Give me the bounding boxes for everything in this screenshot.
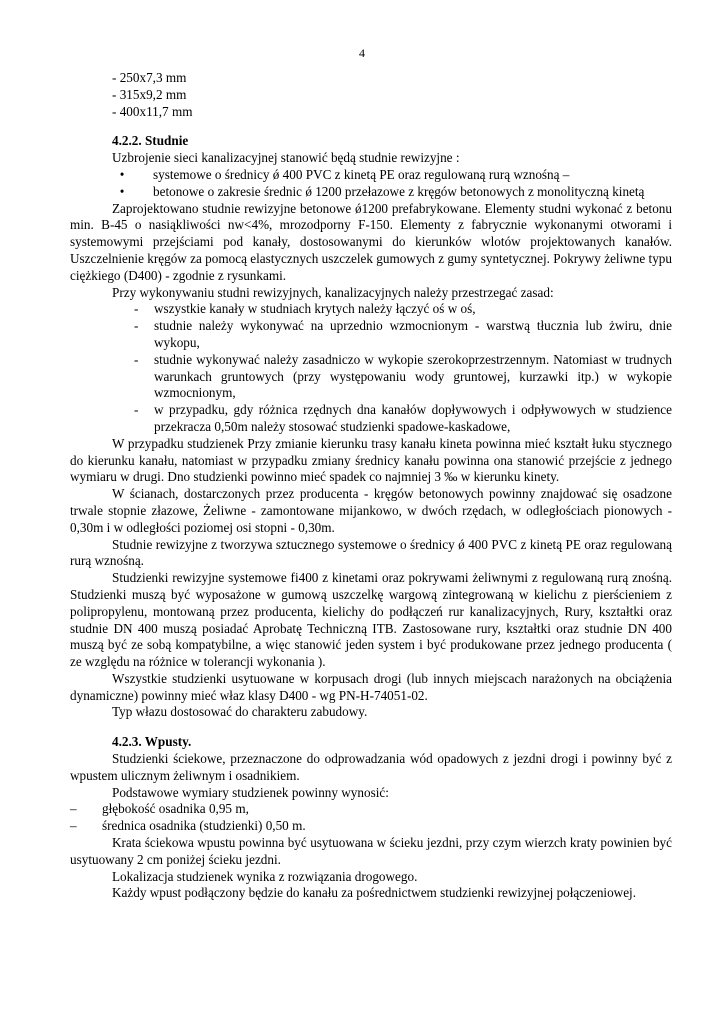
paragraph: W przypadku studzienek Przy zmianie kierunku trasy kanału kineta powinna mieć kształt łuku stycznego do kierunku kanału, natomiast w przypadku zmiany średnicy kanału powinna ona stanowić przejście z jednego wymiaru w drugi. Dno studzienki powinno mieć spadek co najmniej 3 ‰ w kierunku kinety.	[70, 435, 672, 485]
dash-marker: –	[70, 801, 77, 817]
list-item	[134, 402, 672, 436]
bullet-item	[112, 167, 672, 184]
paragraph: Każdy wpust podłączony będzie do kanału za pośrednictwem studzienki rewizyjnej połączeniowej.	[112, 885, 637, 901]
section-title-wpusty: 4.2.3. Wpusty.	[112, 734, 192, 750]
paragraph: Lokalizacja studzienek wynika z rozwiązania drogowego.	[112, 868, 418, 884]
paragraph: Zaprojektowano studnie rewizyjne betonowe ǿ1200 prefabrykowane. Elementy studni wykonać z betonu min. B-45 o nasiąkliwości nw<4%, mrozodporny F-150. Elementy z fabrycznie wykonanymi otworami i systemowymi przejściami pod kanały, dostosowanymi do kierunków wlotów projektowanych kanałów. Uszczelnienie kręgów za pomocą elastycznych uszczelek gumowych z gumy syntetycznej. Pokrywy żeliwne typu ciężkiego (D400) - zgodnie z rysunkami.	[70, 200, 672, 283]
page-number: 4	[359, 46, 365, 60]
paragraph: Przy wykonywaniu studni rewizyjnych, kanalizacyjnych należy przestrzegać zasad:	[112, 284, 554, 300]
bullet-text: betonowe o zakresie średnic ǿ 1200 przełazowe z kręgów betonowych z monolityczną kinetą	[153, 183, 645, 199]
bullet-icon: •	[119, 166, 125, 182]
list-item	[70, 818, 672, 835]
dash-marker: –	[70, 818, 77, 834]
dash-marker: -	[134, 351, 139, 367]
paragraph: Krata ściekowa wpustu powinna być usytuowana w ścieku jezdni, przy czym wierzch kraty powinien być usytuowany 2 cm poniżej ścieku jezdni.	[70, 835, 672, 867]
paragraph: Studnie rewizyjne z tworzywa sztucznego systemowe o średnicy ǿ 400 PVC z kinetą PE oraz regulowaną rurą wznośną.	[70, 536, 672, 569]
pipe-dimension-item: - 250x7,3 mm	[112, 70, 187, 85]
paragraph: Podstawowe wymiary studzienek powinny wynosić:	[112, 784, 389, 800]
pipe-dimension-list	[112, 70, 672, 120]
dash-marker: -	[134, 301, 139, 317]
list-item-text: w przypadku, gdy różnica rzędnych dna kanałów dopływowych i odpływowych w studzience przekracza 0,50m należy stosować studzienki spadowe-kaskadowe,	[154, 402, 672, 434]
dash-marker: -	[134, 402, 139, 418]
paragraph: Studzienki ściekowe, przeznaczone do odprowadzania wód opadowych z jezdni drogi i powinny być z wpustem ulicznym żeliwnym i osadnikiem.	[70, 751, 672, 783]
section-title-studnie: 4.2.2. Studnie	[112, 133, 189, 149]
rules-list	[112, 301, 672, 435]
list-item	[70, 801, 672, 818]
paragraph: Wszystkie studzienki usytuowane w korpusach drogi (lub innych miejscach narażonych na obciążenia dynamiczne) powinny mieć właz klasy D400 - wg PN-H-74051-02.	[70, 670, 672, 703]
paragraph: W ścianach, dostarczonych przez producenta - kręgów betonowych powinny znajdować się osadzone trwale stopnie złazowe, Żeliwne - zamontowane mijankowo, w dwóch rzędach, w odległościach pionowych - 0,30m i w odległości poziomej osi stopni - 0,30m.	[70, 486, 672, 535]
list-item-text: studnie wykonywać należy zasadniczo w wykopie szerokoprzestrzennym. Natomiast w trudnych warunkach gruntowych (przy występowaniu wody gruntowej, kurzawki itp.) w wykopie wzmocnionym,	[154, 351, 672, 401]
bullet-icon: •	[119, 183, 125, 199]
list-item-text: średnica osadnika (studzienki) 0,50 m.	[102, 818, 306, 834]
pipe-dimension-item: - 315x9,2 mm	[112, 86, 187, 102]
list-item	[134, 352, 672, 402]
paragraph: Uzbrojenie sieci kanalizacyjnej stanowić będą studnie rewizyjne :	[112, 150, 460, 166]
dash-marker: -	[134, 318, 139, 334]
document-body	[70, 70, 672, 902]
bullet-text: systemowe o średnicy ǿ 400 PVC z kinetą PE oraz regulowaną rurą wznośną –	[153, 166, 570, 182]
bullet-item	[70, 184, 672, 201]
paragraph: Studzienki rewizyjne systemowe fi400 z kinetami oraz pokrywami żeliwnymi z regulowaną rurą znośną. Studzienki muszą być wyposażone w gumową uszczelkę wargową zintegrowaną w kielichu z pierścieniem z polipropylenu, montowaną przez producenta, kielichy do podłączeń rur kanalizacyjnych, Rury, kształtki oraz studnie DN 400 muszą posiadać Aprobatę Techniczną ITB. Zastosowane rury, kształtki oraz studnie DN 400 muszą być ze sobą kompatybilne, a więc stanowić jeden system i być produkowane przez jednego producenta ( ze względu na różnice w tolerancji wykonania ).	[70, 570, 672, 670]
list-item-text: wszystkie kanały w studniach krytych należy łączyć oś w oś,	[154, 301, 476, 317]
list-item	[134, 301, 672, 318]
paragraph: Typ włazu dostosować do charakteru zabudowy.	[112, 704, 368, 720]
list-item	[134, 318, 672, 352]
list-item-text: głębokość osadnika 0,95 m,	[102, 801, 249, 817]
list-item-text: studnie należy wykonywać na uprzednio wzmocnionym - warstwą tłucznia lub żwiru, dnie wykopu,	[154, 318, 672, 350]
pipe-dimension-item: - 400x11,7 mm	[112, 103, 193, 119]
